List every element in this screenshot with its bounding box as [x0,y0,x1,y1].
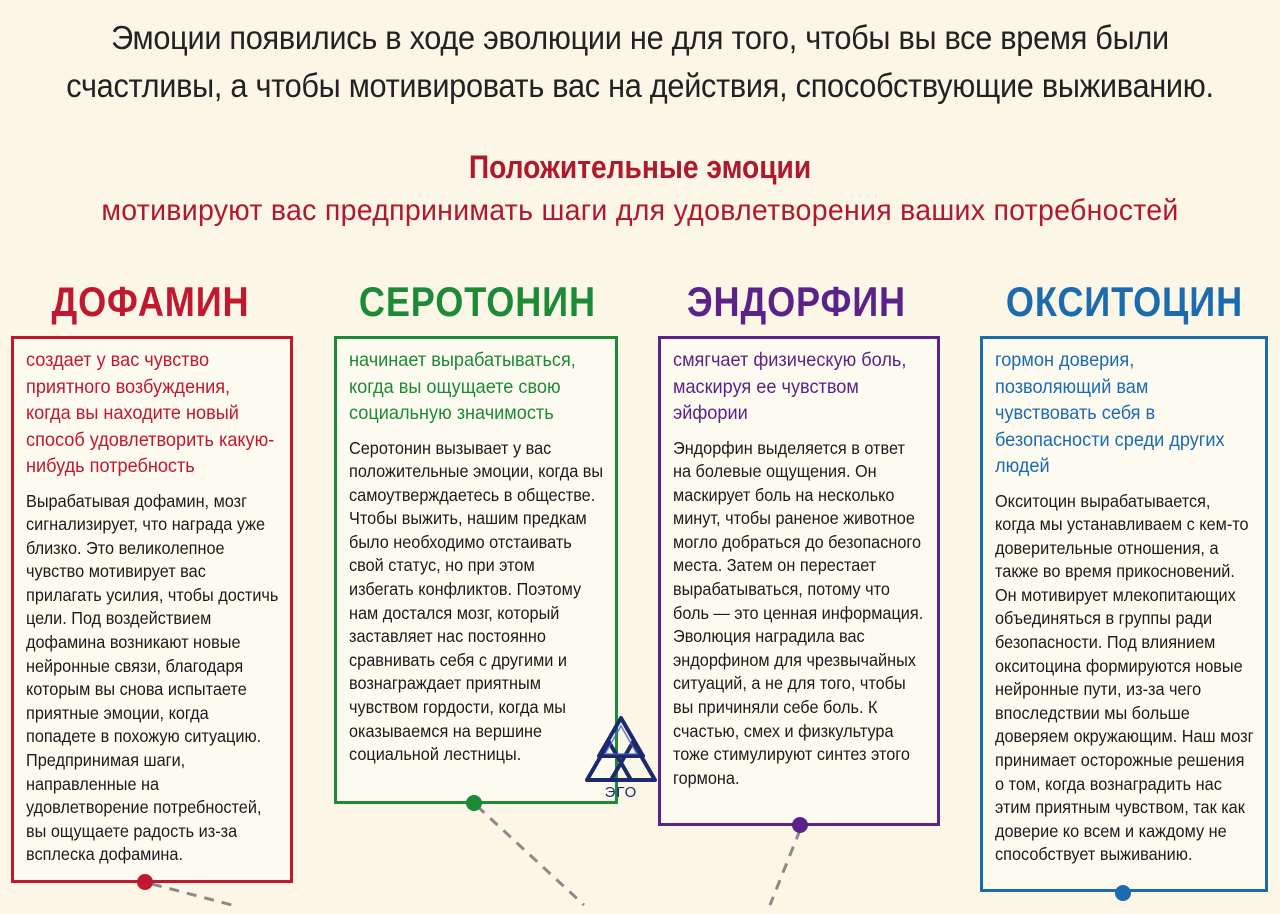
body-endorphin: Эндорфин выделяется в ответ на болевые ощущения. Он маскирует боль на несколько минут, чтобы раненое животное могло добраться до безопасного места. Затем он перестает вырабатываться, потому что боль — это ценная информация. Эволюция наградила вас эндорфином для чрезвычайных ситуаций, а не для того, чтобы вы причиняли себе боль. К счастью, смех и физкультура тоже стимулируют синтез этого гормона. [673,437,924,788]
connector-line-serotonin [477,806,584,905]
title-endorphin: ЭНДОРФИН [686,278,906,325]
title-serotonin: СЕРОТОНИН [358,278,596,325]
headline-line-2: счастливы, а чтобы мотивировать вас на действия, способствующие выживанию. [66,67,1214,104]
dot-serotonin [466,795,482,811]
card-serotonin [334,336,618,804]
title-dopamine: ДОФАМИН [51,278,250,325]
lead-dopamine: создает у вас чувство приятного возбуждения, когда вы находите новый способ удовлетворить какую-нибудь потребность [26,349,275,477]
body-dopamine: Вырабатывая дофамин, мозг сигнализирует, что награда уже близко. Это великолепное чувство мотивирует вас прилагать усилия, чтобы достичь цели. Под воздействием дофамина возникают новые нейронные связи, благодаря которым вы снова испытаете приятные эмоции, когда попадете в похожую ситуацию. Предпринимая шаги, направленные на удовлетворение потребностей, вы ощущаете радость из-за всплеска дофамина. [26,490,279,865]
body-oxytocin: Окситоцин вырабатывается, когда мы устанавливаем с кем-то доверительные отношения, а также во время прикосновений. Он мотивирует млекопитающих объединяться в группы ради безопасности. Под влиянием окситоцина формируются новые нейронные пути, из-за чего впоследствии мы больше доверяем окружающим. Наш мозг принимает осторожные решения о том, когда вознаградить нас этим приятным чувством, так как доверие ко всем и каждому не способствует выживанию. [995,490,1254,865]
dot-endorphin [792,817,808,833]
body-serotonin: Серотонин вызывает у вас положительные эмоции, когда вы самоутверждаетесь в обществе. Чтобы выжить, нашим предкам было необходимо отстаивать свой статус, но при этом избегать конфликтов. Поэтому нам достался мозг, который заставляет нас постоянно сравнивать себя с другими и вознаграждает приятным чувством гордости, когда мы оказываемся на вершине социальной лестницы. [349,437,604,765]
lead-oxytocin: гормон доверия, позволяющий вам чувствовать себя в безопасности среди других людей [995,349,1225,477]
section-subtitle: мотивируют вас предпринимать шаги для удовлетворения ваших потребностей [101,194,1179,227]
card-oxytocin [980,336,1268,892]
dot-oxytocin [1115,885,1131,901]
section-title: Положительные эмоции [468,149,812,185]
lead-serotonin: начинает вырабатываться, когда вы ощущаете свою социальную значимость [349,349,576,424]
headline-line-1: Эмоции появились в ходе эволюции не для того, чтобы вы все время были [111,19,1169,56]
connector-line-dopamine [152,884,232,905]
connector-line-endorphin [770,830,800,905]
ego-logo-text: ЭГО [604,784,638,801]
dot-dopamine [137,874,153,890]
lead-endorphin: смягчает физическую боль, маскируя ее чувством эйфории [673,349,907,424]
card-endorphin [658,336,940,826]
card-dopamine [11,336,293,883]
title-oxytocin: ОКСИТОЦИН [1005,278,1244,325]
